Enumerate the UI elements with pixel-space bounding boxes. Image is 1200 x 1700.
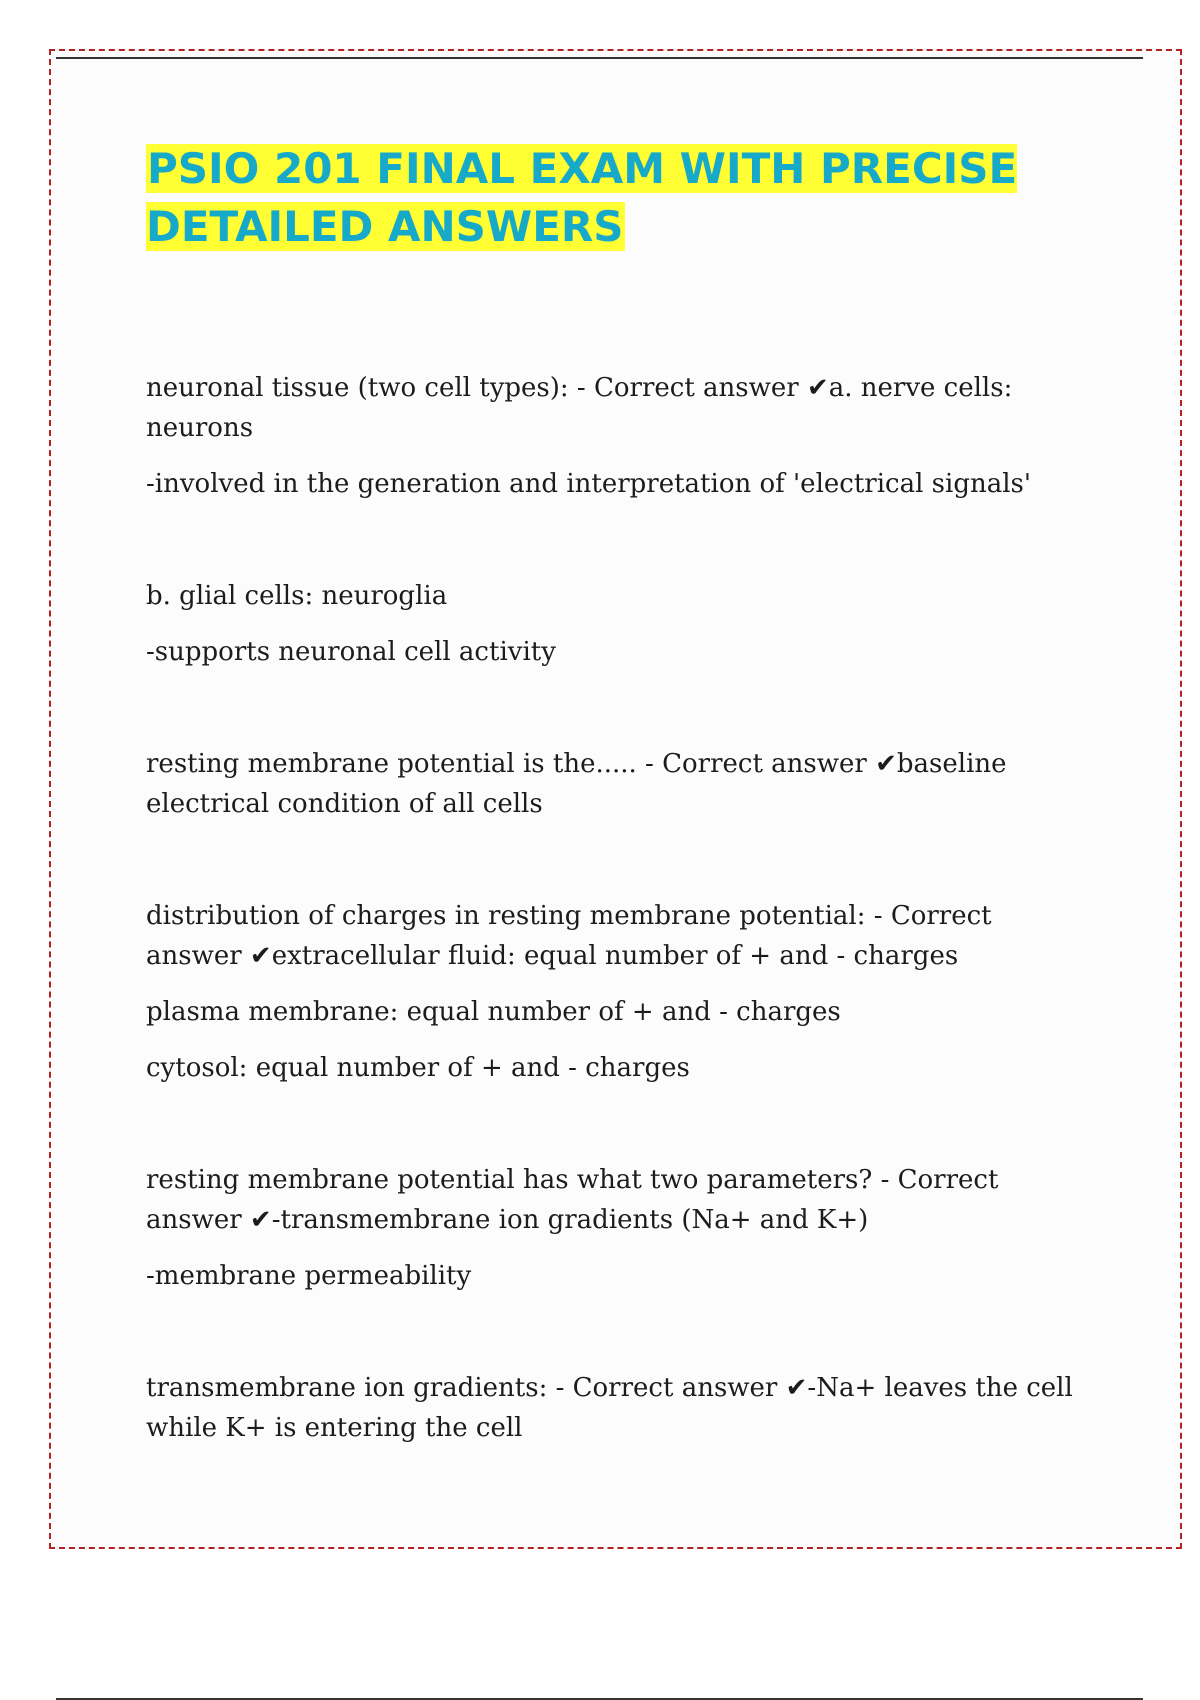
- qa-paragraph: cytosol: equal number of + and - charges: [146, 1053, 690, 1083]
- top-rule: [56, 57, 1143, 59]
- qa-item-1: [146, 368, 1086, 504]
- title-highlight: PSIO 201 FINAL EXAM WITH PRECISE DETAILED ANSWERS: [146, 144, 1018, 251]
- qa-list: [146, 368, 1086, 1448]
- qa-item-2: [146, 576, 1086, 672]
- qa-paragraph: b. glial cells: neuroglia: [146, 581, 448, 611]
- qa-paragraph: -membrane permeability: [146, 1261, 472, 1291]
- qa-item-3: [146, 744, 1086, 824]
- qa-paragraph: neuronal tissue (two cell types): - Correct answer ✔a. nerve cells: neurons: [146, 373, 1013, 443]
- qa-paragraph: -supports neuronal cell activity: [146, 637, 556, 667]
- qa-paragraph: distribution of charges in resting membrane potential: - Correct answer ✔extracellular fluid: equal number of + and - charges: [146, 901, 992, 971]
- qa-item-5: [146, 1160, 1086, 1296]
- qa-paragraph: resting membrane potential has what two parameters? - Correct answer ✔-transmembrane ion gradients (Na+ and K+): [146, 1165, 999, 1235]
- qa-paragraph: -involved in the generation and interpretation of 'electrical signals': [146, 469, 1032, 499]
- qa-item-4: [146, 896, 1086, 1088]
- document-content: [146, 140, 1086, 1520]
- page-title: [146, 140, 1086, 256]
- qa-paragraph: plasma membrane: equal number of + and - charges: [146, 997, 841, 1027]
- qa-item-6: [146, 1368, 1086, 1448]
- qa-paragraph: resting membrane potential is the..... - Correct answer ✔baseline electrical condition of all cells: [146, 749, 1007, 819]
- qa-paragraph: transmembrane ion gradients: - Correct answer ✔-Na+ leaves the cell while K+ is entering the cell: [146, 1373, 1073, 1443]
